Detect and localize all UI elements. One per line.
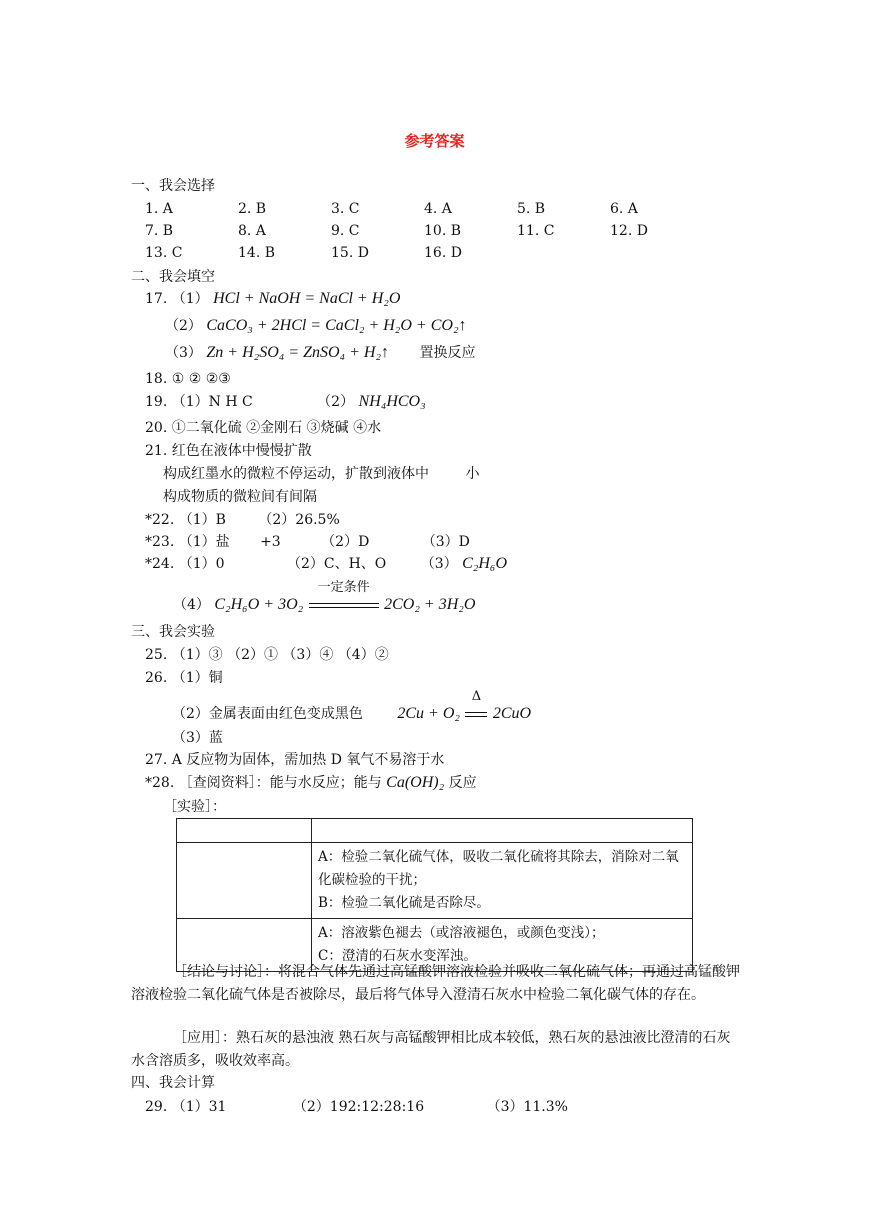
q24-part3: （3） — [420, 556, 458, 572]
q26-observation: （2）金属表面由红色变成黑色 — [172, 706, 363, 722]
q21-answer: 小 — [465, 466, 480, 482]
q24-part2: （2）C、H、O — [286, 556, 387, 572]
q28-experiment-label: ［实验］： — [163, 799, 226, 815]
section-heading-calc: 四、我会计算 — [131, 1075, 215, 1091]
q26-line1: 26. （1）铜 — [145, 670, 223, 686]
q26-line2 — [172, 689, 532, 724]
answer-15: 15. D — [331, 245, 369, 261]
answer-14: 14. B — [238, 245, 276, 261]
q26-equation-left: 2Cu + O₂ — [397, 705, 460, 722]
application-paragraph: ［应用］：熟石灰的悬浊液 熟石灰与高锰酸钾相比成本较低，熟石灰的悬浊液比澄清的石灰水含溶质多，吸收效率高。 — [131, 1030, 731, 1069]
q29-part1: 29. （1）31 — [145, 1099, 227, 1115]
section-heading-choice: 一、我会选择 — [131, 178, 215, 194]
q24-equation-right: 2CO₂ + 3H₂O — [384, 596, 476, 613]
q23-part3: （3）D — [421, 534, 470, 550]
q22-part2: （2）26.5% — [258, 512, 340, 528]
conclusion-paragraph: ［结论与讨论］：将混合气体先通过高锰酸钾溶液检验并吸收二氧化硫气体；再通过高锰酸钾溶液检验二氧化硫气体是否被除尽，最后将气体导入澄清石灰水中检验二氧化碳气体的存在。 — [131, 964, 740, 1003]
answer-11: 11. C — [517, 223, 555, 239]
q17-reaction-type: 置换反应 — [419, 345, 476, 361]
page-title: 参考答案 — [404, 132, 465, 150]
table-row — [177, 843, 693, 919]
answer-12: 12. D — [610, 223, 648, 239]
q23-part2: （2）D — [321, 534, 370, 550]
table-cell — [312, 843, 693, 919]
section-heading-experiment: 三、我会实验 — [131, 624, 215, 640]
table-cell — [312, 819, 693, 843]
q28-line1 — [145, 773, 477, 793]
table-cell — [177, 843, 312, 919]
q19 — [145, 392, 426, 412]
table-text-b: B：检验二氧化硫是否除尽。 — [318, 895, 490, 911]
q25: 25. （1）③ （2）① （3）④ （4）② — [145, 647, 389, 663]
q22 — [145, 510, 340, 530]
q24-part1: *24. （1）0 — [145, 556, 225, 572]
answer-10: 10. B — [424, 223, 462, 239]
answer-7: 7. B — [145, 223, 174, 239]
q26-condition: Δ — [471, 689, 482, 704]
q17-line3 — [165, 343, 475, 363]
q17-line2 — [165, 316, 467, 336]
q17-part2: （2） — [165, 318, 202, 334]
table-cell — [177, 819, 312, 843]
answer-16: 16. D — [424, 245, 462, 261]
section-heading-fill: 二、我会填空 — [131, 269, 215, 285]
q19-part2: （2） — [317, 394, 355, 410]
table-text-a: A：溶液紫色褪去（或溶液褪色，或颜色变浅）； — [318, 925, 605, 941]
q26-equation-right: 2CuO — [492, 705, 532, 722]
q21-line2 — [163, 464, 479, 484]
q23-valence: +3 — [260, 534, 281, 550]
answer-1: 1. A — [145, 201, 173, 217]
q21-line3: 构成物质的微粒间有间隔 — [163, 489, 317, 505]
q24-equation-left: C₂H₆O + 3O₂ — [214, 596, 304, 613]
q24-part4: （4） — [173, 597, 210, 613]
answer-8: 8. A — [238, 223, 266, 239]
q29 — [145, 1097, 568, 1117]
q23 — [145, 532, 470, 552]
q21-line1: 21. 红色在液体中慢慢扩散 — [145, 443, 312, 459]
q24-condition-arrow — [308, 580, 380, 615]
q28-formula: Ca(OH)₂ — [386, 774, 445, 791]
q17-part1: （1） — [171, 291, 209, 307]
q19-part1: 19. （1）N H C — [145, 394, 253, 410]
answer-9: 9. C — [331, 223, 360, 239]
answer-4: 4. A — [424, 201, 452, 217]
q24-equal-bar — [309, 603, 379, 608]
answer-3: 3. C — [331, 201, 360, 217]
table-text-c: C：澄清的石灰水变浑浊。 — [318, 948, 477, 964]
q17-equation2: CaCO₃ + 2HCl = CaCl₂ + H₂O + CO₂↑ — [206, 317, 467, 334]
q27: 27. A 反应物为固体，需加热 D 氧气不易溶于水 — [145, 752, 445, 768]
experiment-table — [176, 818, 693, 972]
table-row — [177, 819, 693, 843]
choice-answers — [145, 199, 703, 263]
q24-line2 — [173, 580, 476, 615]
q17-equation3: Zn + H₂SO₄ = ZnSO₄ + H₂↑ — [206, 344, 390, 361]
q17-equation1: HCl + NaOH = NaCl + H₂O — [213, 290, 401, 307]
q23-part1: *23. （1）盐 — [145, 534, 230, 550]
q22-part1: *22. （1）B — [145, 512, 226, 528]
q24-condition: 一定条件 — [317, 580, 370, 595]
q26-line3: （3）蓝 — [172, 730, 223, 746]
q17-part3: （3） — [165, 345, 202, 361]
q19-formula: NH₄HCO₃ — [358, 393, 426, 410]
q17-line1 — [145, 289, 400, 309]
answer-5: 5. B — [517, 201, 546, 217]
q24 — [145, 554, 507, 574]
q26-condition-arrow — [464, 689, 488, 724]
q24-formula: C₂H₆O — [462, 555, 508, 572]
q20: 20. ①二氧化硫 ②金刚石 ③烧碱 ④水 — [145, 420, 382, 436]
q17-num: 17. — [145, 291, 168, 307]
q28-reference-end: 反应 — [448, 775, 477, 791]
q28-reference: *28. ［查阅资料］：能与水反应；能与 — [145, 775, 382, 791]
answer-2: 2. B — [238, 201, 267, 217]
q21-reason: 构成红墨水的微粒不停运动，扩散到液体中 — [163, 466, 429, 482]
answer-6: 6. A — [610, 201, 638, 217]
table-text-a: A：检验二氧化硫气体，吸收二氧化硫将其除去，消除对二氧化碳检验的干扰； — [318, 849, 679, 888]
q29-part3: （3）11.3% — [486, 1099, 568, 1115]
q26-equal-bar — [465, 712, 487, 717]
q18: 18. ① ② ②③ — [145, 371, 231, 387]
answer-13: 13. C — [145, 245, 183, 261]
q29-part2: （2）192:12:28:16 — [292, 1099, 425, 1115]
